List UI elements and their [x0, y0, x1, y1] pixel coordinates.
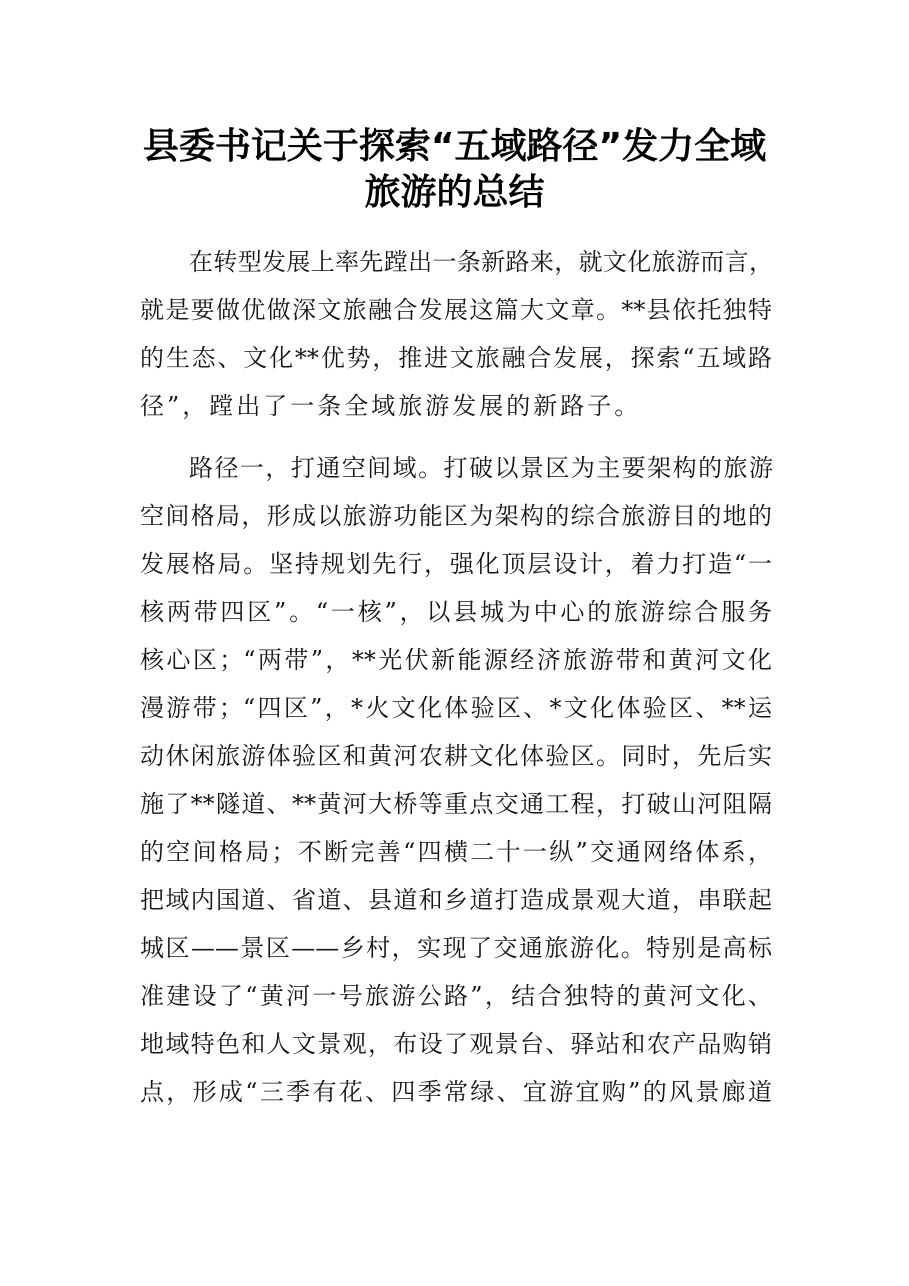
paragraph-2-line-5: 核心区；“两带”，**光伏新能源经济旅游带和黄河文化 [140, 646, 772, 674]
paragraph-2-line-1: 路径一，打通空间域。打破以景区为主要架构的旅游 [189, 454, 773, 482]
paragraph-2-line-13: 地域特色和人文景观，布设了观景台、驿站和农产品购销 [140, 1030, 772, 1058]
paragraph-2-line-7: 动休闲旅游体验区和黄河农耕文化体验区。同时，先后实 [140, 742, 772, 770]
paragraph-2-line-4: 核两带四区”。“一核”，以县城为中心的旅游综合服务 [140, 598, 772, 626]
paragraph-1-line-2: 就是要做优做深文旅融合发展这篇大文章。**县依托独特 [140, 296, 772, 324]
document-title-line-2: 旅游的总结 [364, 172, 545, 213]
paragraph-2-line-2: 空间格局，形成以旅游功能区为架构的综合旅游目的地的 [140, 502, 772, 530]
paragraph-2-line-9: 的空间格局；不断完善“四横二十一纵”交通网络体系， [140, 838, 772, 866]
paragraph-2-line-3: 发展格局。坚持规划先行，强化顶层设计，着力打造“一 [140, 550, 772, 578]
paragraph-1-line-4: 径”，蹚出了一条全域旅游发展的新路子。 [140, 392, 642, 420]
paragraph-2-line-12: 准建设了“黄河一号旅游公路”，结合独特的黄河文化、 [140, 982, 772, 1010]
paragraph-2-line-10: 把域内国道、省道、县道和乡道打造成景观大道，串联起 [140, 886, 772, 914]
paragraph-1-line-1: 在转型发展上率先蹚出一条新路来，就文化旅游而言， [189, 248, 773, 276]
paragraph-2-line-8: 施了**隧道、**黄河大桥等重点交通工程，打破山河阻隔 [140, 790, 772, 818]
paragraph-2-line-14: 点，形成“三季有花、四季常绿、宜游宜购”的风景廊道 [140, 1078, 772, 1106]
paragraph-2-line-6: 漫游带；“四区”，*火文化体验区、*文化体验区、**运 [140, 694, 772, 722]
paragraph-2-line-11: 城区——景区——乡村，实现了交通旅游化。特别是高标 [140, 934, 772, 962]
document-title-line-1: 县委书记关于探索“五域路径”发力全域 [142, 126, 767, 167]
paragraph-1-line-3: 的生态、文化**优势，推进文旅融合发展，探索“五域路 [140, 344, 772, 372]
